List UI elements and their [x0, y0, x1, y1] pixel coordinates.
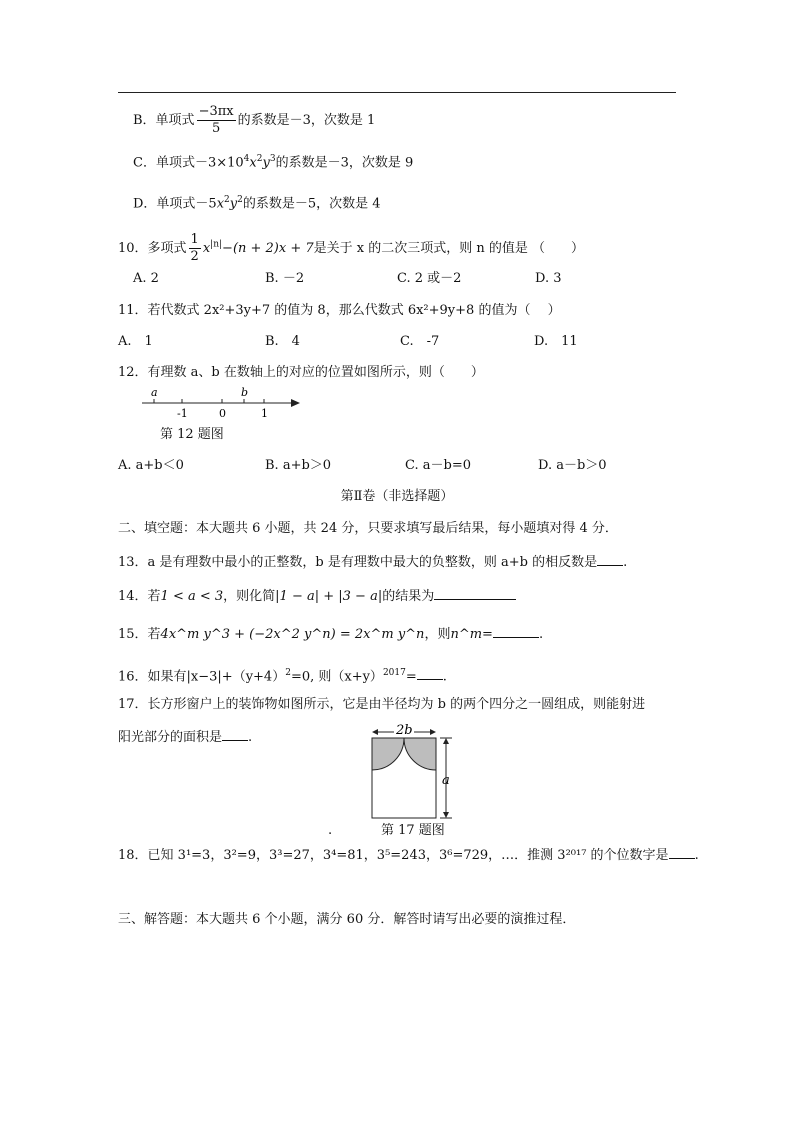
q11-stem: 11．若代数式 2x²+3y+7 的值为 8，那么代数式 6x²+9y+8 的值为（ ）	[118, 303, 561, 318]
q15-answer-blank[interactable]	[493, 625, 539, 638]
q15-mid: ，则	[424, 627, 451, 642]
q16-prefix: 16．如果有|x−3|+（y+4）	[118, 669, 286, 685]
q12-number-line	[140, 384, 310, 424]
q9-d-prefix: D．单项式－5	[133, 196, 217, 212]
q14-suffix: 的结果为	[382, 589, 435, 604]
q16-answer-blank[interactable]	[417, 667, 443, 680]
label-0: 0	[219, 407, 226, 420]
q9-d-exp2a: 2	[224, 195, 230, 205]
q17-line2	[118, 728, 252, 747]
q17-answer-blank[interactable]	[222, 728, 248, 741]
q14-condition: 1 < a < 3	[160, 589, 224, 604]
q15-end: .	[538, 627, 544, 642]
q17-caption: 第 17 题图	[381, 823, 445, 838]
q16-exp1: 2	[285, 668, 291, 678]
number-line-arrow	[291, 399, 300, 407]
section3-heading: 三、解答题：本大题共 6 个小题，满分 60 分．解答时请写出必要的演推过程．	[118, 912, 576, 927]
left-quarter-circle	[372, 738, 404, 770]
q18-end: .	[694, 848, 699, 863]
q13-answer-blank[interactable]	[597, 553, 623, 566]
q11-option-a: A. 1	[118, 334, 153, 349]
q15-stem	[118, 625, 543, 644]
q10-numerator: 1	[190, 232, 199, 247]
label-minus1: -1	[177, 407, 188, 420]
q10-exp: |n|	[210, 239, 223, 250]
q16-exp2: 2017	[382, 668, 406, 678]
q12-stem: 12．有理数 a、b 在数轴上的对应的位置如图所示，则（ ）	[118, 365, 484, 380]
q9-c-suffix: 的系数是－3，次数是 9	[275, 155, 414, 171]
q15-ask: n^m	[450, 627, 483, 642]
q9-d-exp2b: 2	[237, 195, 243, 205]
q9-d-suffix: 的系数是－5，次数是 4	[242, 196, 381, 212]
q13-end: .	[623, 555, 628, 570]
q17-dot: .	[328, 823, 333, 838]
q9-option-c	[133, 150, 413, 172]
label-1: 1	[261, 407, 268, 420]
q10-option-a: A. 2	[133, 271, 159, 286]
q9-c-exp4: 4	[243, 154, 250, 164]
q10-expr: −(n + 2)x + 7	[222, 241, 314, 256]
label-2b: 2b	[396, 723, 413, 738]
q13-stem	[118, 553, 627, 572]
q12-option-d: D. a－b＞0	[538, 458, 607, 473]
label-b: b	[241, 386, 249, 399]
dim-a-arrow-bottom	[443, 812, 449, 818]
q15-equals: =	[482, 627, 493, 642]
q18-stem	[118, 846, 699, 865]
q18-text: 18．已知 3¹=3，3²=9，3³=27，3⁴=81，3⁵=243，3⁶=729，…．推测 3²⁰¹⁷ 的个位数字是	[118, 848, 669, 863]
dim-2b-arrow-left	[372, 729, 378, 735]
q10-option-c: C. 2 或－2	[397, 271, 462, 286]
header-rule	[118, 92, 676, 93]
q13-text: 13．a 是有理数中最小的正整数，b 是有理数中最大的负整数，则 a+b 的相反数是	[118, 555, 598, 570]
q14-stem	[118, 587, 516, 606]
q10-option-b: B. －2	[265, 271, 305, 286]
q9-b-denominator: 5	[211, 121, 221, 136]
q9-option-d	[133, 191, 381, 213]
q16-stem	[118, 664, 447, 686]
q17-line1: 17．长方形窗户上的装饰物如图所示，它是由半径均为 b 的两个四分之一圆组成，则能射进	[118, 697, 646, 712]
q9-b-prefix: B．单项式	[133, 113, 195, 128]
dim-2b-arrow-right	[430, 729, 436, 735]
label-a: a	[151, 386, 158, 399]
q11-option-c: C. -7	[400, 334, 440, 349]
q10-fraction	[189, 232, 201, 265]
q11-option-d: D. 11	[534, 334, 578, 349]
q14-expression: |1 − a| + |3 − a|	[275, 589, 383, 604]
q9-c-exp2: 2	[256, 154, 263, 164]
q17-end: .	[248, 730, 253, 745]
q18-answer-blank[interactable]	[669, 846, 695, 859]
q9-c-y: y	[262, 155, 270, 171]
q9-b-fraction	[197, 104, 236, 137]
q9-d-y: y	[229, 196, 238, 212]
q9-c-exp3: 3	[269, 154, 276, 164]
q16-mid: =0, 则（x+y）	[290, 669, 383, 685]
q10-suffix: 是关于 x 的二次三项式，则 n 的值是 （ ）	[313, 241, 585, 256]
q12-caption: 第 12 题图	[160, 427, 224, 442]
q14-prefix: 14．若	[118, 589, 161, 604]
section2-heading: 二、填空题：本大题共 6 小题，共 24 分，只要求填写最后结果，每小题填对得 4 分．	[118, 521, 618, 536]
q10-x: x	[202, 241, 211, 256]
right-quarter-circle	[404, 738, 436, 770]
q9-d-x: x	[216, 196, 225, 212]
q15-prefix: 15．若	[118, 627, 161, 642]
section2-title: 第Ⅱ卷（非选择题）	[340, 489, 454, 504]
q12-option-c: C. a－b=0	[405, 458, 471, 473]
q16-equals: =	[405, 669, 417, 685]
q11-option-b: B. 4	[265, 334, 300, 349]
q10-denominator: 2	[190, 249, 199, 264]
label-a: a	[442, 773, 450, 788]
q9-b-numerator: −3πx	[198, 104, 234, 119]
q17-window-figure	[364, 722, 464, 822]
q10-option-d: D. 3	[535, 271, 562, 286]
q10-prefix: 10．多项式	[118, 241, 187, 256]
q15-expression: 4x^m y^3 + (−2x^2 y^n) = 2x^m y^n	[160, 627, 425, 642]
q9-option-b	[133, 104, 375, 137]
q14-answer-blank[interactable]	[434, 587, 516, 600]
q9-b-suffix: 的系数是－3，次数是 1	[237, 113, 376, 128]
q10-stem	[118, 232, 584, 265]
q12-option-a: A. a+b＜0	[118, 458, 184, 473]
q16-end: .	[442, 669, 447, 685]
q12-option-b: B. a+b＞0	[265, 458, 332, 473]
dim-a-arrow-top	[443, 738, 449, 744]
q9-c-x: x	[249, 155, 257, 171]
q9-c-prefix: C．单项式－3×10	[133, 155, 244, 171]
q14-mid: ，则化简	[223, 589, 276, 604]
q17-line2-text: 阳光部分的面积是	[118, 730, 223, 745]
